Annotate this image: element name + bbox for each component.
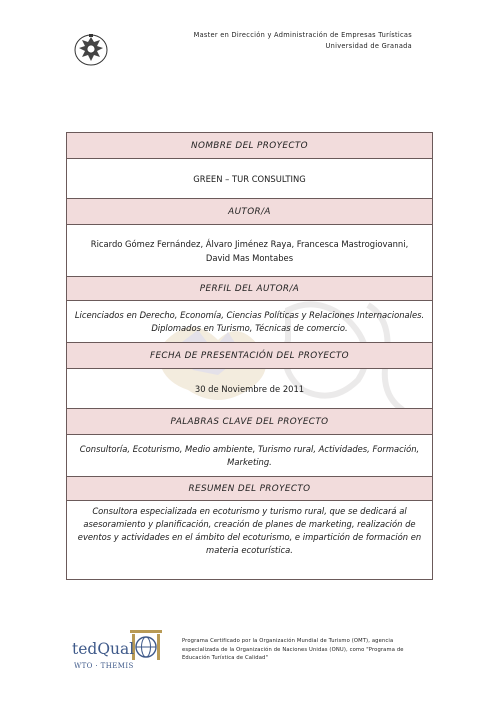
tedqual-logo [68,628,168,674]
summary-line: asesoramiento y planificación, creación de planes de marketing, realización de [83,519,416,529]
project-name-value: GREEN – TUR CONSULTING [67,159,432,199]
summary-line: eventos y actividades en el ámbito del ecoturismo, e impartición de formación en [77,532,422,542]
keywords-value [67,435,432,477]
header-program-title: Master en Dirección y Administración de Empresas Turísticas [193,31,412,39]
author-profile-value [67,301,432,343]
page-header [194,30,412,52]
author-label: AUTOR/A [67,199,432,225]
project-form [66,132,433,580]
keywords-label: PALABRAS CLAVE DEL PROYECTO [67,409,432,435]
profile-line: Diplomados en Turismo, Técnicas de comercio. [151,322,348,333]
project-name-label: NOMBRE DEL PROYECTO [67,133,432,159]
author-value [67,225,432,277]
author-line: Ricardo Gómez Fernández, Álvaro Jiménez Raya, Francesca Mastrogiovanni, [90,238,409,249]
university-crest-icon [72,32,110,66]
summary-label: RESUMEN DEL PROYECTO [67,477,432,501]
logo-subtitle: WTO · THEMIS [74,662,134,670]
profile-line: Licenciados en Derecho, Economía, Ciencias Políticas y Relaciones Internacionales. [74,309,425,320]
keywords-line: Consultoría, Ecoturismo, Medio ambiente, Turismo rural, Actividades, Formación, [79,443,420,454]
certification-note [182,637,422,663]
header-university: Universidad de Granada [325,42,412,50]
keywords-line: Marketing. [227,456,272,467]
author-profile-label: PERFIL DEL AUTOR/A [67,277,432,301]
certification-line: Programa Certificado por la Organización Mundial de Turismo (OMT), agencia [182,638,394,644]
author-line: David Mas Montabes [205,252,294,263]
summary-line: Consultora especializada en ecoturismo y turismo rural, que se dedicará al [92,506,407,516]
logo-wordmark: tedQual [72,640,135,658]
certification-line: especializada de la Organización de Naciones Unidas (ONU), como "Programa de [182,646,404,653]
summary-line: materia ecoturística. [206,545,293,555]
certification-line: Educación Turística de Calidad" [182,655,269,662]
presentation-date-value: 30 de Noviembre de 2011 [67,369,432,409]
summary-value [67,501,432,579]
presentation-date-label: FECHA DE PRESENTACIÓN DEL PROYECTO [67,343,432,369]
